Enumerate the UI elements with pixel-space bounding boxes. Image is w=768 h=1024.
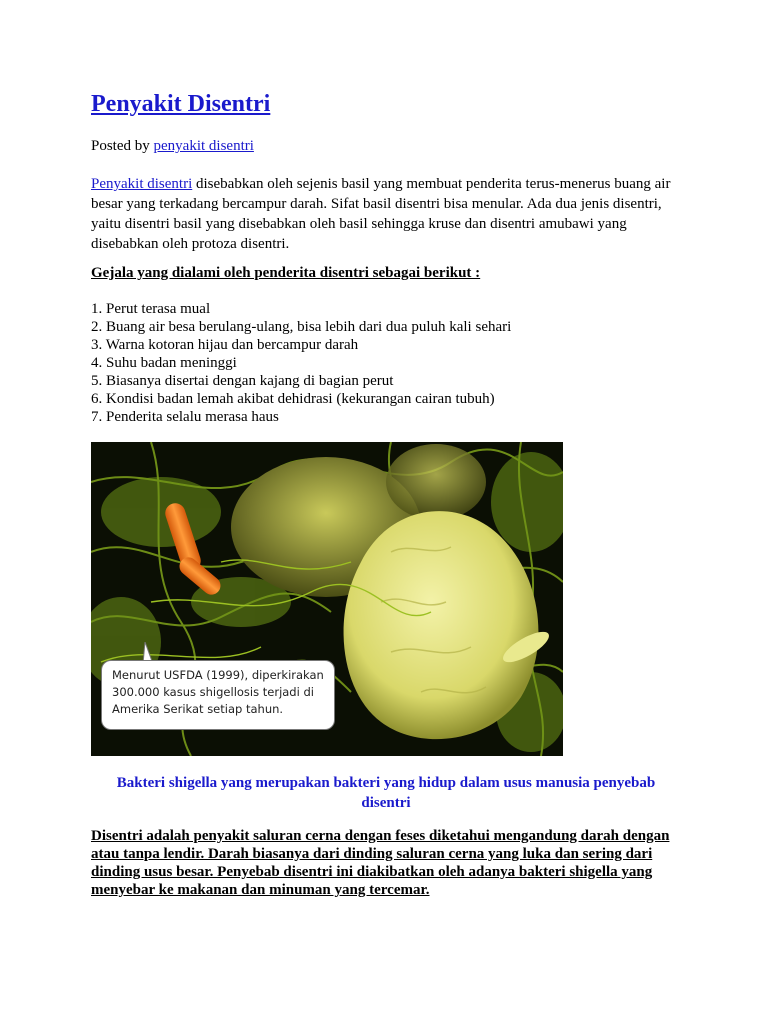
intro-paragraph — [91, 174, 691, 254]
figure-callout — [101, 660, 335, 730]
page-title[interactable]: Penyakit Disentri — [91, 91, 271, 117]
callout-line: Menurut USFDA (1999), diperkirakan — [112, 668, 324, 682]
background-cell — [386, 444, 486, 520]
intro-link[interactable]: Penyakit disentri — [91, 176, 193, 192]
list-item: 1. Perut terasa mual — [91, 301, 211, 317]
list-item: 3. Warna kotoran hijau dan bercampur darah — [91, 337, 359, 353]
list-item: 5. Biasanya disertai dengan kajang di bagian perut — [91, 373, 394, 389]
list-item: 6. Kondisi badan lemah akibat dehidrasi (kekurangan cairan tubuh) — [91, 391, 495, 407]
callout-line: Amerika Serikat setiap tahun. — [112, 702, 284, 716]
shigella-micrograph — [91, 442, 563, 756]
figure-caption: Bakteri shigella yang merupakan bakteri yang hidup dalam usus manusia penyebab disentri — [116, 775, 656, 811]
symptoms-heading: Gejala yang dialami oleh penderita disentri sebagai berikut : — [91, 265, 481, 281]
posted-prefix: Posted by — [91, 138, 154, 154]
posted-by — [91, 138, 254, 155]
callout-line: 300.000 kasus shigellosis terjadi di — [112, 685, 314, 699]
symptoms-list — [91, 300, 511, 426]
intro-text: disebabkan oleh sejenis basil yang membuat penderita terus-menerus buang air besar yang terkadang bercampur darah. Sifat basil disentri bisa menular. Ada dua jenis disentri, yaitu disentri basil yang disebabkan oleh basil sehingga kruse dan disentri amubawi yang disebabkan oleh protoza disentri. — [91, 176, 671, 252]
list-item: 4. Suhu badan meninggi — [91, 355, 237, 371]
list-item: 2. Buang air besa berulang-ulang, bisa lebih dari dua puluh kali sehari — [91, 319, 512, 335]
closing-paragraph: Disentri adalah penyakit saluran cerna dengan feses diketahui mengandung darah dengan atau tanpa lendir. Darah biasanya dari dinding saluran cerna yang luka dan sering dari dinding usus besar. Penyebab disentri ini diakibatkan oleh adanya bakteri shigella yang menyebar ke makanan dan minuman yang tercemar. — [91, 828, 670, 898]
author-link[interactable]: penyakit disentri — [153, 138, 254, 154]
list-item: 7. Penderita selalu merasa haus — [91, 409, 279, 425]
